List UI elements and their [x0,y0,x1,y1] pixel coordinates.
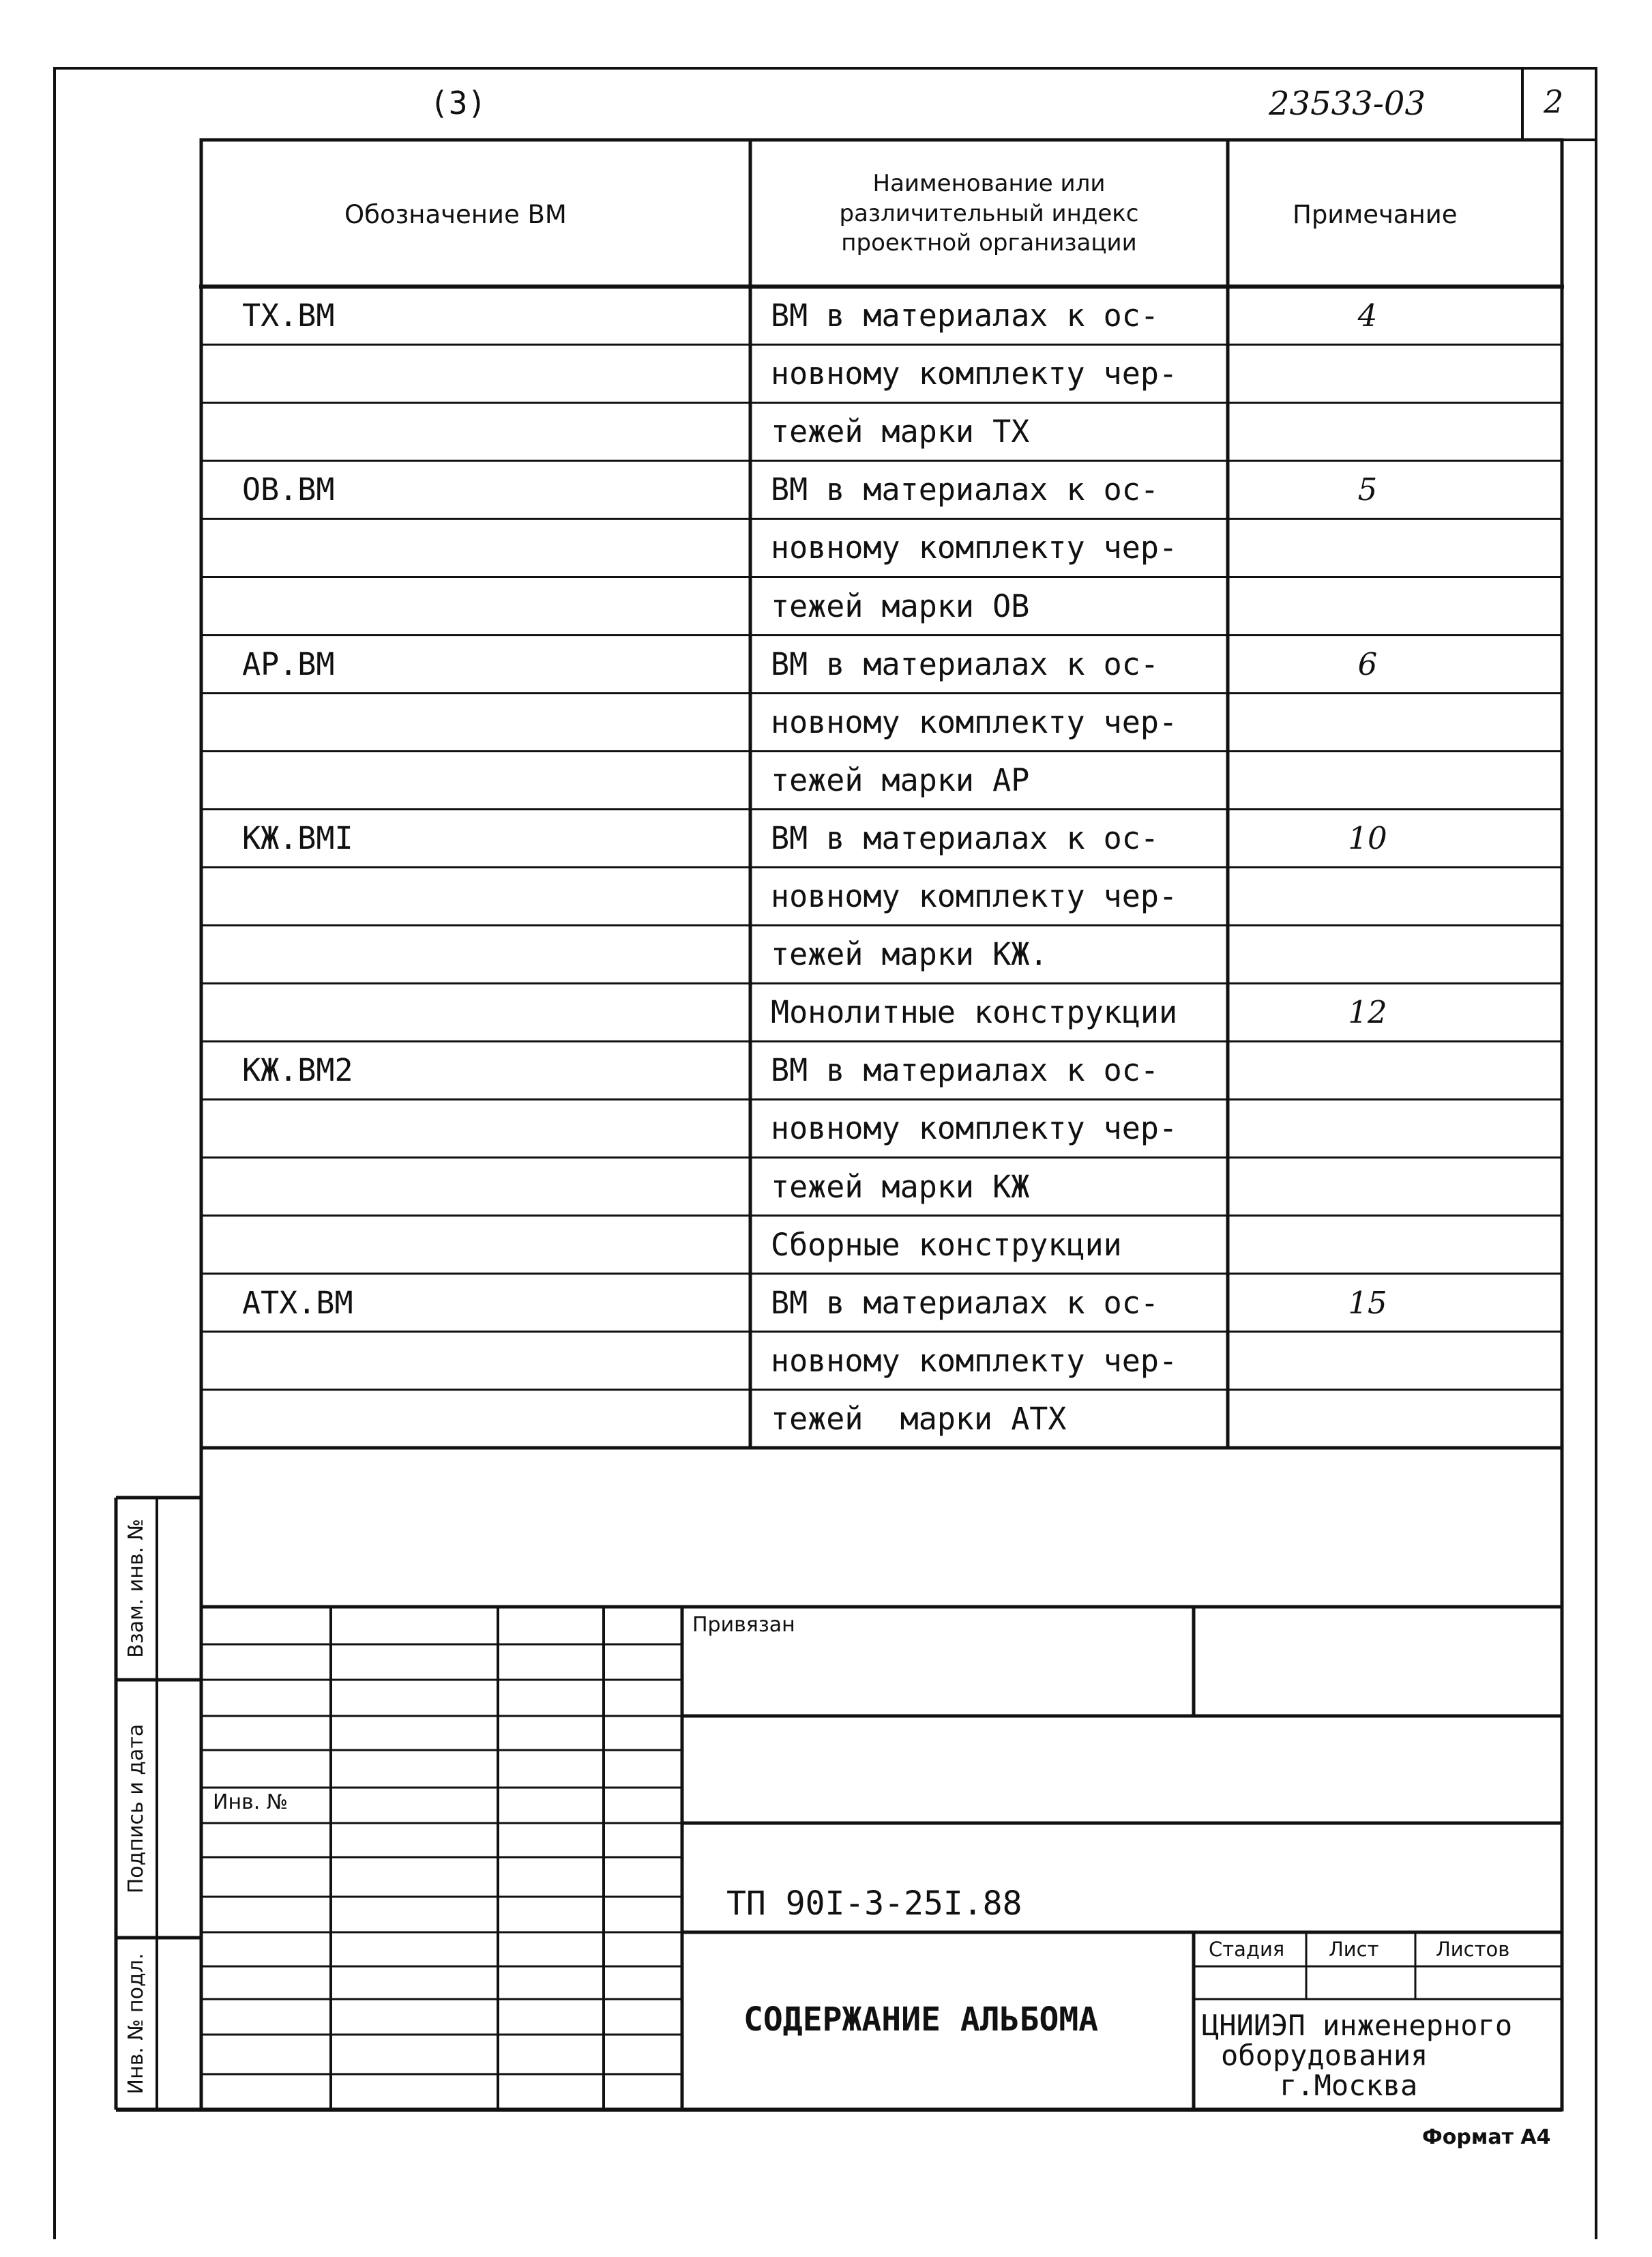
note-cell: 15 [1348,1284,1387,1321]
document-number: 23533-03 [1269,85,1426,123]
name-cell: тежей марки ТХ [771,413,1030,450]
designation-cell: АР.ВМ [242,645,335,682]
name-cell: тежей марки АТХ [771,1400,1067,1437]
note-cell: 5 [1357,471,1378,508]
column-header-note: Примечание [1293,200,1458,229]
sheets-label: Листов [1436,1938,1510,1961]
designation-cell: КЖ.ВМI [242,819,353,856]
note-cell: 12 [1348,994,1387,1031]
stage-label: Стадия [1209,1938,1285,1961]
name-cell: новному комплекту чер- [771,1110,1178,1147]
sheet-number: 2 [1544,83,1564,120]
name-cell: тежей марки АР [771,761,1030,798]
note-cell: 10 [1348,819,1387,856]
name-cell: ВМ в материалах к ос- [771,297,1159,334]
album-title: СОДЕРЖАНИЕ АЛЬБОМА [743,2000,1099,2039]
inv-no-label: Инв. № [213,1790,289,1814]
sheet-label: Лист [1329,1938,1379,1961]
name-cell: тежей марки КЖ [771,1168,1030,1205]
format-label: Формат А4 [1422,2125,1551,2149]
note-cell: 6 [1357,645,1378,682]
name-cell: ВМ в материалах к ос- [771,1284,1159,1321]
name-cell: тежей марки ОВ [771,587,1030,624]
name-cell: Сборные конструкции [771,1226,1122,1263]
privyazan-label: Привязан [692,1613,795,1637]
column-header-name: Наименование или различительный индекс проектной организации [839,170,1139,257]
name-cell: новному комплекту чер- [771,1342,1178,1379]
name-cell: новному комплекту чер- [771,355,1178,392]
project-code: ТП 90I-3-25I.88 [726,1884,1022,1923]
name-cell: Монолитные конструкции [771,994,1178,1031]
designation-cell: АТХ.ВМ [242,1284,353,1321]
note-cell: 4 [1357,297,1378,334]
name-cell: тежей марки КЖ. [771,936,1048,973]
name-cell: ВМ в материалах к ос- [771,1052,1159,1089]
name-cell: новному комплекту чер- [771,703,1178,740]
name-cell: ВМ в материалах к ос- [771,471,1159,508]
name-cell: новному комплекту чер- [771,529,1178,566]
org-line-1: ЦНИИЭП инженерного [1202,2009,1513,2042]
side-label-inv-podl: Инв. № подл. [124,1953,148,2095]
side-label-vzam-inv: Взам. инв. № [124,1519,148,1658]
name-cell: новному комплекту чер- [771,878,1178,914]
name-cell: ВМ в материалах к ос- [771,819,1159,856]
side-label-podpis-data: Подпись и дата [124,1723,148,1894]
org-line-3: г.Москва [1280,2069,1418,2102]
designation-cell: ОВ.ВМ [242,471,335,508]
name-cell: ВМ в материалах к ос- [771,645,1159,682]
designation-cell: ТХ.ВМ [242,297,335,334]
designation-cell: КЖ.ВМ2 [242,1052,353,1089]
page-number-in-parens: (3) [430,85,487,121]
column-header-designation: Обозначение ВМ [344,200,567,229]
org-line-2: оборудования [1221,2039,1428,2072]
